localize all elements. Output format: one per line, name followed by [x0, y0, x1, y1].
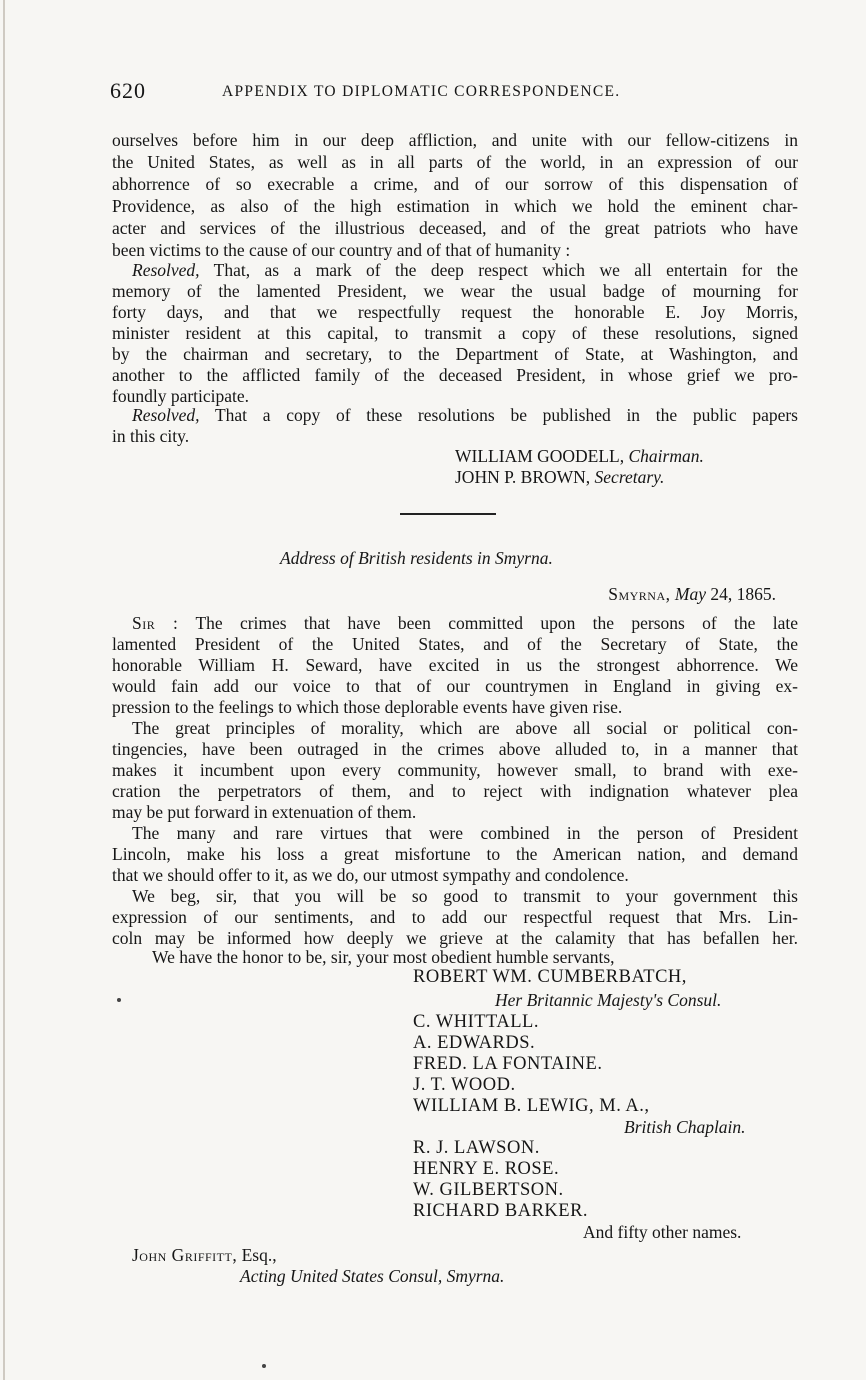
- text-line: ourselves before him in our deep affliction, and unite with our fellow-citizens in: [112, 130, 798, 150]
- print-speck: [262, 1364, 266, 1368]
- text-line: may be put forward in extenuation of them.: [112, 802, 417, 822]
- signatory-name: R. J. LAWSON.: [413, 1138, 540, 1158]
- closing-line: We have the honor to be, sir, your most obedient humble servants,: [152, 947, 615, 967]
- page-number: 620: [110, 78, 146, 103]
- text-line: Lincoln, make his loss a great misfortune to the American nation, and demand: [112, 844, 798, 864]
- resolved-word: Resolved,: [132, 405, 200, 425]
- text-line: makes it incumbent upon every community, however small, to brand with exe-: [112, 760, 798, 780]
- text-line: another to the afflicted family of the deceased President, in whose grief we pro-: [112, 365, 798, 385]
- paragraph-1-first-line: Sir : The crimes that have been committed upon the persons of the late: [132, 613, 798, 633]
- running-title: APPENDIX TO DIPLOMATIC CORRESPONDENCE.: [222, 83, 621, 100]
- salutation: Sir :: [132, 613, 179, 633]
- text-line: coln may be informed how deeply we grieve at the calamity that has befallen her.: [112, 928, 798, 948]
- signatory-name: C. WHITTALL.: [413, 1012, 539, 1032]
- signatory-title: Her Britannic Majesty's Consul.: [495, 990, 722, 1010]
- resolved-word: Resolved,: [132, 260, 200, 280]
- resolution-2-first-line: Resolved, That a copy of these resolutions be published in the public papers: [132, 405, 798, 425]
- text-line: foundly participate.: [112, 386, 250, 406]
- signatory-name: J. T. WOOD.: [413, 1075, 516, 1095]
- text-line: pression to the feelings to which those deplorable events have given rise.: [112, 697, 623, 717]
- signatory-name: RICHARD BARKER.: [413, 1201, 589, 1221]
- chairman-signature: WILLIAM GOODELL, Chairman.: [455, 446, 704, 466]
- address-title: Address of British residents in Smyrna.: [280, 548, 553, 568]
- signatory-name: ROBERT WM. CUMBERBATCH,: [413, 967, 687, 987]
- signatory-title: British Chaplain.: [624, 1117, 746, 1137]
- text-line: The great principles of morality, which are above all social or political con-: [132, 718, 798, 738]
- addressee-title: Acting United States Consul, Smyrna.: [240, 1266, 505, 1286]
- text-line: forty days, and that we respectfully request the honorable E. Joy Morris,: [112, 302, 798, 322]
- resolution-1-first-line: Resolved, That, as a mark of the deep respect which we all entertain for the: [132, 260, 798, 280]
- other-signatories: And fifty other names.: [583, 1222, 742, 1242]
- page-edge: [3, 0, 5, 1380]
- text-line: the United States, as well as in all parts of the world, in an expression of our: [112, 152, 798, 172]
- secretary-signature: JOHN P. BROWN, Secretary.: [455, 467, 665, 487]
- text-line: Providence, as also of the high estimation in which we hold the eminent char-: [112, 196, 798, 216]
- signatory-name: FRED. LA FONTAINE.: [413, 1054, 603, 1074]
- signatory-name: WILLIAM B. LEWIG, M. A.,: [413, 1096, 650, 1116]
- text-line: cration the perpetrators of them, and to reject with indignation whatever plea: [112, 781, 798, 801]
- text-line: in this city.: [112, 426, 190, 446]
- signatory-name: W. GILBERTSON.: [413, 1180, 564, 1200]
- addressee-name: John Griffitt, Esq.,: [132, 1245, 277, 1265]
- text-line: expression of our sentiments, and to add our respectful request that Mrs. Lin-: [112, 907, 798, 927]
- section-divider: [400, 513, 496, 515]
- signatory-name: A. EDWARDS.: [413, 1033, 536, 1053]
- text-line: memory of the lamented President, we wear the usual badge of mourning for: [112, 281, 798, 301]
- print-speck: [117, 998, 121, 1002]
- text-line: minister resident at this capital, to transmit a copy of these resolutions, signed: [112, 323, 798, 343]
- page-header: [110, 78, 800, 108]
- signatory-name: HENRY E. ROSE.: [413, 1159, 560, 1179]
- text-line: would fain add our voice to that of our countrymen in England in giving ex-: [112, 676, 798, 696]
- text-line: honorable William H. Seward, have excited in us the strongest abhorrence. We: [112, 655, 798, 675]
- text-line: acter and services of the illustrious deceased, and of the great patriots who have: [112, 218, 798, 238]
- text-line: abhorrence of so execrable a crime, and of our sorrow of this dispensation of: [112, 174, 798, 194]
- text-line: that we should offer to it, as we do, our utmost sympathy and condolence.: [112, 865, 629, 885]
- text-line: lamented President of the United States, and of the Secretary of State, the: [112, 634, 798, 654]
- text-line: We beg, sir, that you will be so good to transmit to your government this: [132, 886, 798, 906]
- text-line: been victims to the cause of our country and of that of humanity :: [112, 240, 571, 260]
- text-line: tingencies, have been outraged in the crimes above alluded to, in a manner that: [112, 739, 798, 759]
- text-line: by the chairman and secretary, to the Department of State, at Washington, and: [112, 344, 798, 364]
- dateline: Smyrna, May 24, 1865.: [608, 584, 776, 604]
- text-line: The many and rare virtues that were combined in the person of President: [132, 823, 798, 843]
